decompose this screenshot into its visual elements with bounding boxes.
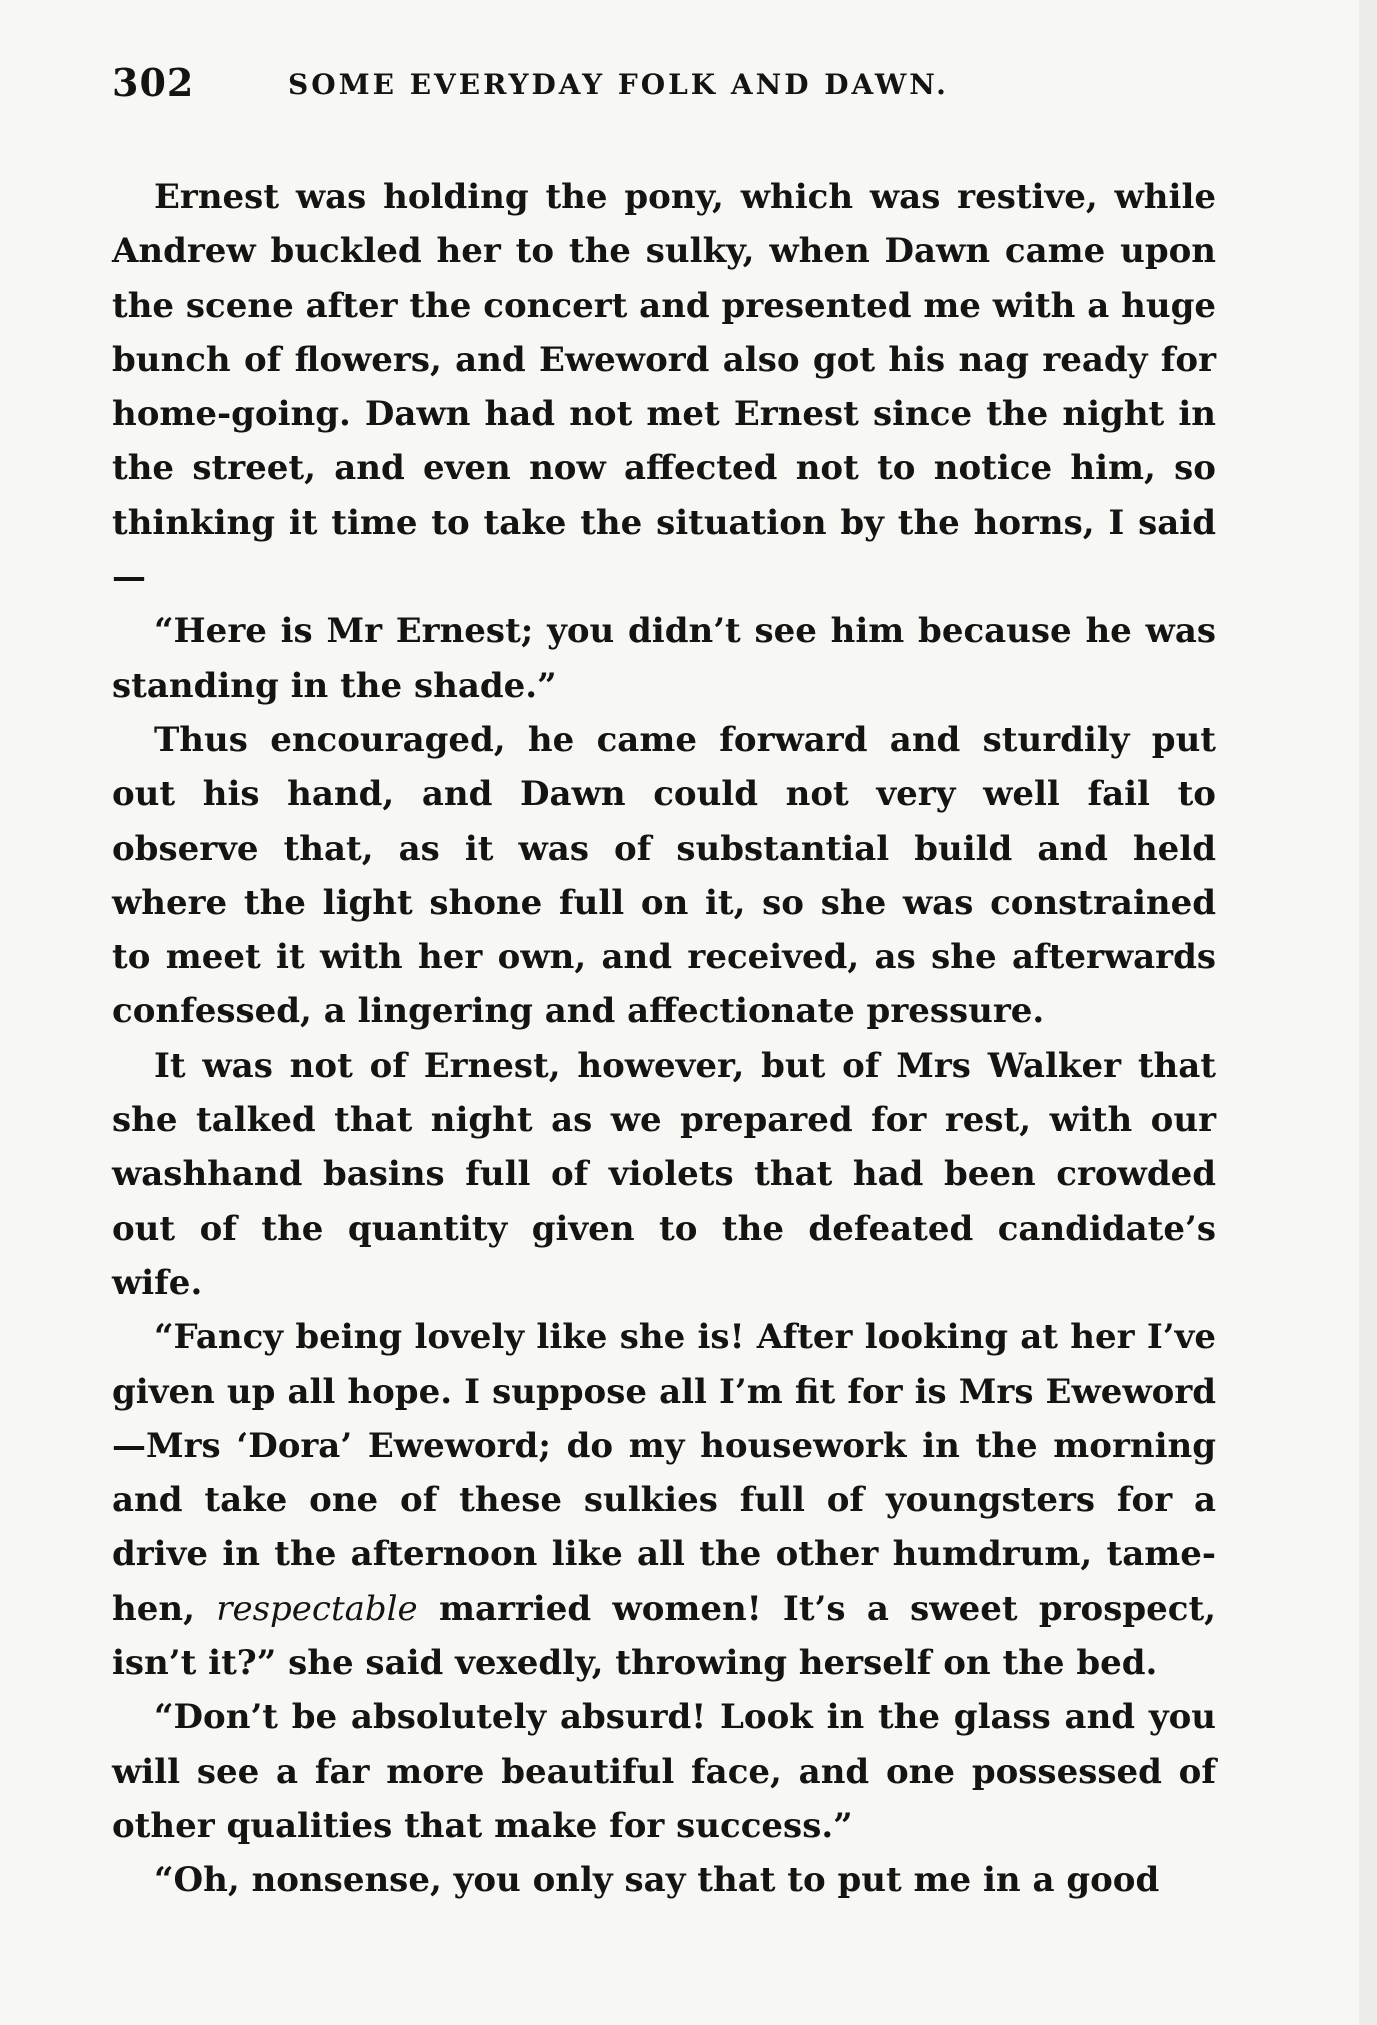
page-body-text xyxy=(112,170,1216,1908)
page-header xyxy=(112,60,1212,120)
paragraph-dont-be-absurd: “Don’t be absolutely absurd! Look in the glass and you will see a far more beautiful face, and one possessed of other qualities that make for success.” xyxy=(112,1697,1216,1846)
paragraph-here-is-mr-ernest: “Here is Mr Ernest; you didn’t see him because he was standing in the shade.” xyxy=(112,611,1216,706)
italic-word-respectable: respectable xyxy=(216,1588,418,1629)
running-title: SOME EVERYDAY FOLK AND DAWN. xyxy=(288,68,949,101)
paragraph-mrs-walker: It was not of Ernest, however, but of Mrs Walker that she talked that night as we prepared for rest, with our washhand basins full of violets that had been crowded out of the quantity given to the defeated candidate’s wife. xyxy=(112,1045,1216,1303)
paragraph-oh-nonsense: “Oh, nonsense, you only say that to put me in a good xyxy=(154,1860,1160,1901)
paragraph-ernest-pony: Ernest was holding the pony, which was restive, while Andrew buckled her to the sulky, when Dawn came upon the scene after the concert and presented me with a huge bunch of flowers, and Eweword also got his nag ready for home-going. Dawn had not met Ernest since the night in the street, and even now affected not to notice him, so thinking it time to take the situation by the horns, I said— xyxy=(112,177,1216,598)
paragraph-fancy-text-after-italic: married women! It’s a sweet prospect, isn’t it?” she said vexedly, throwing herself on the bed. xyxy=(112,1588,1216,1684)
page-number: 302 xyxy=(112,60,195,105)
page-edge-shadow xyxy=(1359,0,1377,2025)
paragraph-fancy-text-before-italic: “Fancy being lovely like she is! After looking at her I’ve given up all hope. I suppose all I’m fit for is Mrs Eweword—Mrs ‘Dora’ Eweword; do my housework in the morning and take one of these sulkies full of youngsters for a drive in the afternoon like all the other humdrum, tame-hen, xyxy=(112,1317,1216,1629)
paragraph-fancy-being-lovely xyxy=(112,1310,1216,1690)
paragraph-thus-encouraged: Thus encouraged, he came forward and sturdily put out his hand, and Dawn could not very well fail to observe that, as it was of substantial build and held where the light shone full on it, so she was constrained to meet it with her own, and received, as she afterwards confessed, a lingering and affectionate pressure. xyxy=(112,719,1216,1032)
